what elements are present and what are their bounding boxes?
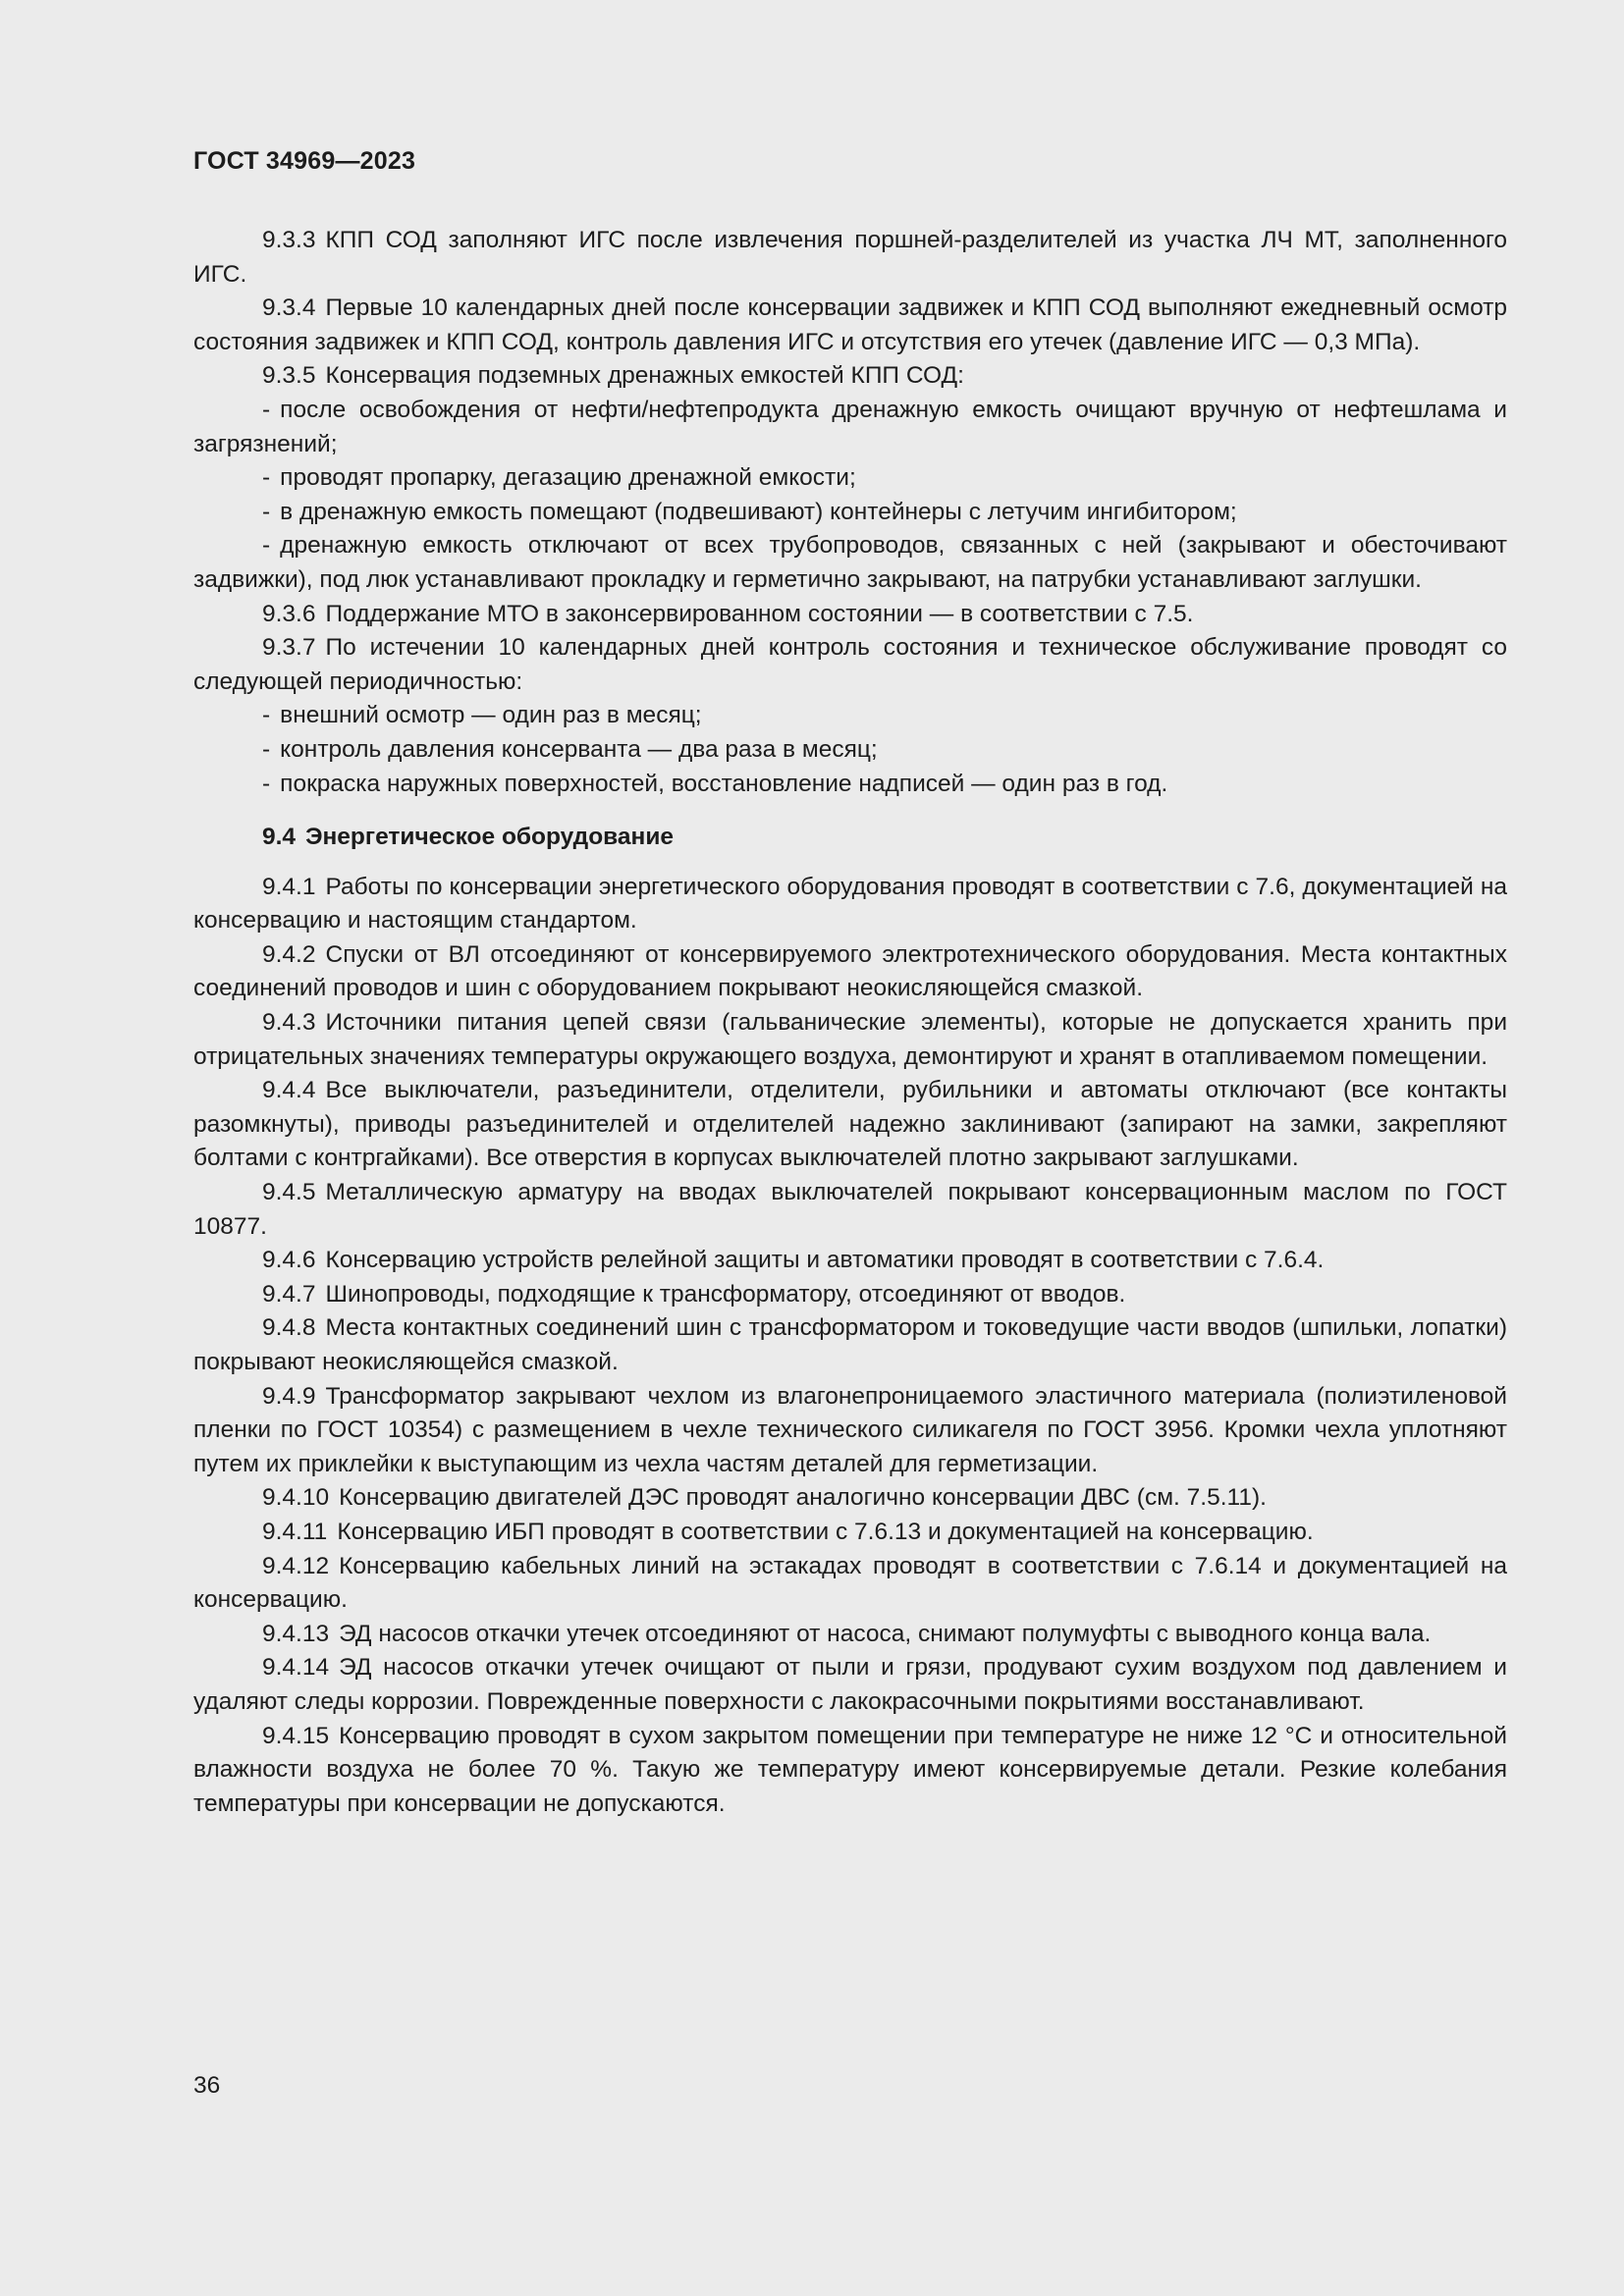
clause-text: Консервацию проводят в сухом закрытом помещении при температуре не ниже 12 °С и относительной влажности воздуха не более 70 %. Такую же температуру имеют консервируемые детали. Резкие колебания температуры при консервации не допускаются. <box>193 1722 1507 1817</box>
clause-text: ЭД насосов откачки утечек очищают от пыли и грязи, продувают сухим воздухом под давлением и удаляют следы коррозии. Поврежденные поверхности с лакокрасочными покрытиями восстанавливают. <box>193 1654 1507 1715</box>
clause-paragraph <box>193 1651 1507 1719</box>
clause-number: 9.3.4 <box>262 294 316 322</box>
clause-paragraph <box>193 1516 1507 1550</box>
list-item <box>193 461 1507 496</box>
clause-number: 9.4.6 <box>262 1247 316 1274</box>
clause-paragraph <box>193 871 1507 938</box>
list-item-text: в дренажную емкость помещают (подвешивают) контейнеры с летучим ингибитором; <box>280 498 1237 525</box>
clause-paragraph <box>193 598 1507 632</box>
clause-number: 9.4.12 <box>262 1552 330 1579</box>
clause-text: Спуски от ВЛ отсоединяют от консервируемого электротехнического оборудования. Места контактных соединений проводов и шин с оборудованием покрывают неокисляющейся смазкой. <box>193 940 1507 1002</box>
clause-number: 9.4.14 <box>262 1654 330 1682</box>
clause-text: Шинопроводы, подходящие к трансформатору, отсоединяют от вводов. <box>325 1280 1126 1308</box>
clause-text: Трансформатор закрывают чехлом из влагонепроницаемого эластичного материала (полиэтиленовой пленки по ГОСТ 10354) с размещением в чехле технического силикагеля по ГОСТ 3956. Кромки чехла уплотняют путем их приклейки к выступающим из чехла частям деталей для герметизации. <box>193 1382 1507 1477</box>
clause-paragraph <box>193 359 1507 394</box>
list-item-text: после освобождения от нефти/нефтепродукта дренажную емкость очищают вручную от нефтешлама и загрязнений; <box>193 396 1507 457</box>
clause-text: Консервацию устройств релейной защиты и автоматики проводят в соответствии с 7.6.4. <box>325 1247 1325 1274</box>
clause-number: 9.4.8 <box>262 1314 316 1342</box>
list-dash: - <box>262 770 271 797</box>
clause-text: Металлическую арматуру на вводах выключателей покрывают консервационным маслом по ГОСТ 10877. <box>193 1179 1507 1240</box>
clause-number: 9.4.4 <box>262 1077 316 1104</box>
clause-number: 9.3.3 <box>262 227 316 253</box>
list-item <box>193 768 1507 802</box>
clause-number: 9.3.6 <box>262 600 316 627</box>
list-dash: - <box>262 735 271 763</box>
clause-text: По истечении 10 календарных дней контроль состояния и техническое обслуживание проводят со следующей периодичностью: <box>193 634 1507 695</box>
clause-text: Источники питания цепей связи (гальванические элементы), которые не допускается хранить при отрицательных значениях температуры окружающего воздуха, демонтируют и хранят в отапливаемом помещении. <box>193 1009 1507 1070</box>
clause-number: 9.4.9 <box>262 1382 316 1410</box>
page-number: 36 <box>193 2072 221 2099</box>
list-dash: - <box>262 532 271 560</box>
clause-number: 9.4.5 <box>262 1179 316 1206</box>
clause-text: Консервация подземных дренажных емкостей КПП СОД: <box>325 362 964 390</box>
list-item-text: внешний осмотр — один раз в месяц; <box>280 702 702 729</box>
clause-paragraph <box>193 938 1507 1006</box>
list-dash: - <box>262 498 271 525</box>
clause-text: ЭД насосов откачки утечек отсоединяют от насоса, снимают полумуфты с выводного конца вала. <box>339 1620 1432 1647</box>
section-heading <box>193 821 1507 855</box>
clause-text: Консервацию кабельных линий на эстакадах проводят в соответствии с 7.6.14 и документацией на консервацию. <box>193 1552 1507 1614</box>
clause-paragraph <box>193 631 1507 699</box>
clause-number: 9.4.2 <box>262 940 316 968</box>
list-item-text: проводят пропарку, дегазацию дренажной емкости; <box>280 464 856 492</box>
clause-paragraph <box>193 1006 1507 1074</box>
clause-paragraph <box>193 1481 1507 1516</box>
standard-header: ГОСТ 34969—2023 <box>193 147 416 175</box>
list-item <box>193 394 1507 461</box>
clause-paragraph <box>193 1311 1507 1379</box>
list-item-text: дренажную емкость отключают от всех трубопроводов, связанных с ней (закрывают и обесточивают задвижки), под люк устанавливают прокладку и герметично закрывают, на патрубки устанавливают заглушки. <box>193 532 1507 593</box>
clause-paragraph <box>193 1720 1507 1822</box>
clause-paragraph <box>193 1244 1507 1278</box>
clause-number: 9.4.1 <box>262 873 316 900</box>
clause-number: 9.3.7 <box>262 634 316 662</box>
list-item <box>193 529 1507 597</box>
clause-text: Все выключатели, разъединители, отделители, рубильники и автоматы отключают (все контакты разомкнуты), приводы разъединителей и отделителей надежно заклинивают (запирают на замки, закрепляют болтами с контргайками). Все отверстия в корпусах выключателей плотно закрывают заглушками. <box>193 1077 1507 1172</box>
clause-number: 9.3.5 <box>262 362 316 390</box>
clause-paragraph <box>193 1550 1507 1618</box>
clause-paragraph <box>193 1176 1507 1244</box>
clause-text: Работы по консервации энергетического оборудования проводят в соответствии с 7.6, документацией на консервацию и настоящим стандартом. <box>193 873 1507 934</box>
clause-text: Первые 10 календарных дней после консервации задвижек и КПП СОД выполняют ежедневный осмотр состояния задвижек и КПП СОД, контроль давления ИГС и отсутствия его утечек (давление ИГС — 0,3 МПа). <box>193 294 1507 355</box>
list-dash: - <box>262 396 271 423</box>
clause-paragraph <box>193 292 1507 359</box>
list-item-text: покраска наружных поверхностей, восстановление надписей — один раз в год. <box>280 770 1168 797</box>
clause-paragraph <box>193 1618 1507 1652</box>
clause-text: Места контактных соединений шин с трансформатором и токоведущие части вводов (шпильки, лопатки) покрывают неокисляющейся смазкой. <box>193 1314 1507 1375</box>
list-dash: - <box>262 702 271 729</box>
clause-text: Консервацию ИБП проводят в соответствии с 7.6.13 и документацией на консервацию. <box>337 1518 1314 1545</box>
list-item <box>193 733 1507 768</box>
list-item <box>193 496 1507 530</box>
clause-text: Консервацию двигателей ДЭС проводят аналогично консервации ДВС (см. 7.5.11). <box>339 1484 1267 1512</box>
clause-number: 9.4.11 <box>262 1518 328 1545</box>
clause-text: КПП СОД заполняют ИГС после извлечения поршней-разделителей из участка ЛЧ МТ, заполненного ИГС. <box>193 227 1507 288</box>
clause-number: 9.4.15 <box>262 1722 330 1749</box>
clause-paragraph <box>193 1278 1507 1312</box>
clause-number: 9.4.7 <box>262 1280 316 1308</box>
clause-number: 9.4.3 <box>262 1009 316 1037</box>
list-dash: - <box>262 464 271 492</box>
clause-paragraph <box>193 1380 1507 1482</box>
document-body <box>193 224 1507 1821</box>
clause-paragraph <box>193 224 1507 292</box>
clause-paragraph <box>193 1074 1507 1176</box>
clause-number: 9.4.10 <box>262 1484 330 1512</box>
section-number: 9.4 <box>262 824 297 851</box>
section-title: Энергетическое оборудование <box>305 824 675 851</box>
clause-number: 9.4.13 <box>262 1620 330 1647</box>
clause-text: Поддержание МТО в законсервированном состоянии — в соответствии с 7.5. <box>325 600 1194 627</box>
list-item <box>193 699 1507 733</box>
list-item-text: контроль давления консерванта — два раза в месяц; <box>280 735 878 763</box>
